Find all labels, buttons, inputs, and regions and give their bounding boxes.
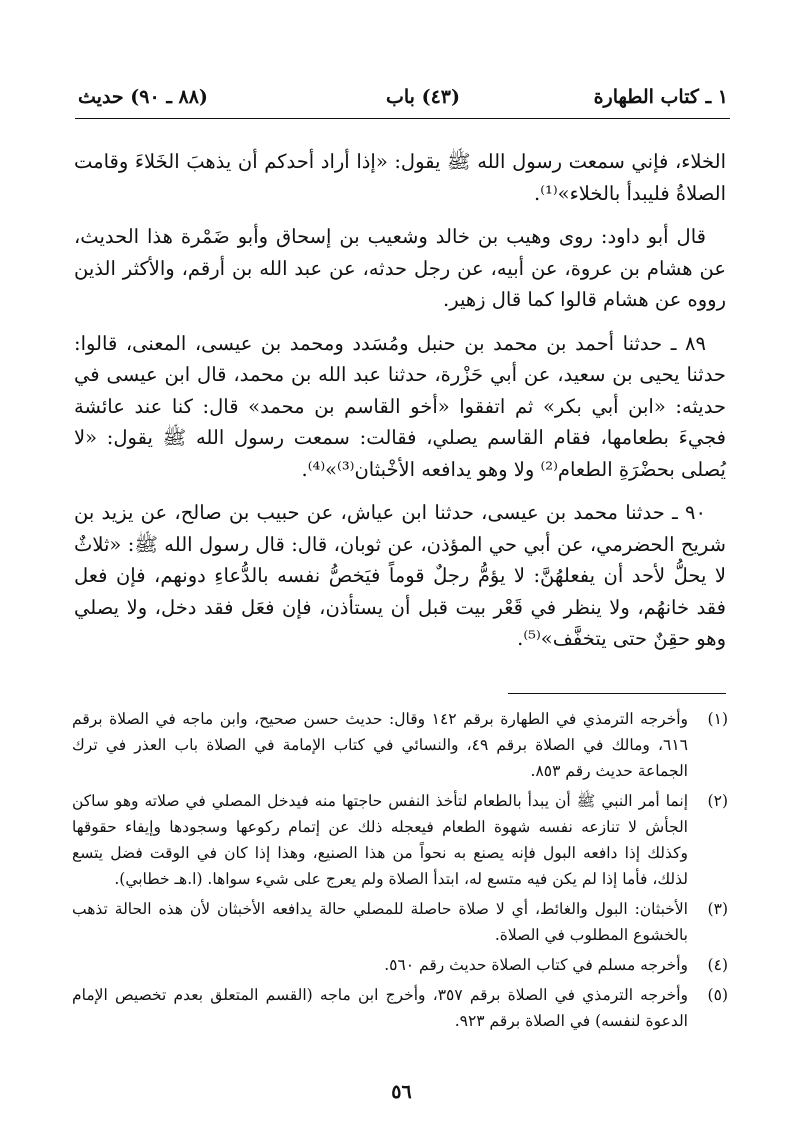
- footnote: [72, 706, 728, 784]
- footnote-text: وأخرجه الترمذي في الصلاة برقم ٣٥٧، وأخرج ابن ماجه (القسم المتعلق بعدم تخصيص الإمام الدعوة لنفسه) في الصلاة برقم ٩٢٣.: [72, 986, 688, 1030]
- running-header: [78, 86, 728, 112]
- footnote-divider: [508, 693, 726, 694]
- footnote-number: (٢): [707, 792, 728, 810]
- footnote: [72, 952, 728, 978]
- footnote-number: (٤): [707, 956, 728, 974]
- footnote-number: (٣): [707, 900, 728, 918]
- footnote: [72, 788, 728, 892]
- footnotes: [72, 706, 728, 1038]
- footnote: [72, 982, 728, 1034]
- paragraph: الخلاء، فإني سمعت رسول الله ﷺ يقول: «إذا أراد أحدكم أن يذهبَ الخَلاءَ وقامت الصلاةُ فليبدأ بالخلاء»⁽¹⁾.: [74, 150, 726, 205]
- header-book-title: ١ ـ كتاب الطهارة: [593, 86, 728, 108]
- footnote-number: (٥): [707, 986, 728, 1004]
- header-hadith-range: (٨٨ ـ ٩٠) حديث: [78, 86, 208, 108]
- page-number: ٥٦: [391, 1081, 412, 1103]
- main-text: [74, 146, 726, 667]
- header-chapter: (٤٣) باب: [386, 86, 460, 108]
- footnote: [72, 896, 728, 948]
- footnote-text: وأخرجه الترمذي في الطهارة برقم ١٤٢ وقال: حديث حسن صحيح، وابن ماجه في الصلاة برقم ٦١٦، ومالك في الصلاة برقم ٤٩، والنسائي في كتاب الإمامة في الصلاة باب العذر في ترك الجماعة حديث رقم ٨٥٣.: [72, 710, 688, 780]
- paragraph: ٨٩ ـ حدثنا أحمد بن محمد بن حنبل ومُسَدد ومحمد بن عيسى، المعنى، قالوا: حدثنا يحيى بن سعيد، عن أبي حَزْرة، حدثنا عبد الله بن محمد، قال ابن عيسى في حديثه: «ابن أبي بكر» ثم اتفقوا «أخو القاسم بن محمد» قال: كنا عند عائشة فجيءَ بطعامها، فقام القاسم يصلي، فقالت: سمعت رسول الله ﷺ يقول: «لا يُصلى بحضْرَةِ الطعام⁽²⁾ ولا وهو يدافعه الأخْبثان⁽³⁾»⁽⁴⁾.: [74, 331, 726, 481]
- footnote-text: الأخبثان: البول والغائط، أي لا صلاة حاصلة للمصلي حالة يدافعه الأخبثان لأن هذه الحالة تذهب بالخشوع المطلوب في الصلاة.: [72, 900, 688, 944]
- header-divider: [75, 118, 730, 119]
- footnote-number: (١): [707, 710, 728, 728]
- paragraph: قال أبو داود: روى وهيب بن خالد وشعيب بن إسحاق وأبو ضَمْرة هذا الحديث، عن هشام بن عروة، عن أبيه، عن رجل حدثه، عن عبد الله بن أرقم، والأكثر الذين رووه عن هشام قالوا كما قال زهير.: [74, 225, 726, 311]
- footnote-text: وأخرجه مسلم في كتاب الصلاة حديث رقم ٥٦٠.: [384, 956, 688, 974]
- paragraph: ٩٠ ـ حدثنا محمد بن عيسى، حدثنا ابن عياش، عن حبيب بن صالح، عن يزيد بن شريح الحضرمي، عن أبي حي المؤذن، عن ثوبان، قال: قال رسول الله ﷺ: «ثلاثٌ لا يحلُّ لأحد أن يفعلهُنَّ: لا يؤمُّ رجلٌ قوماً فيَخصُّ نفسه بالدُّعاءِ دونهم، فإن فعل فقد خانهُم، ولا ينظر في قَعْر بيت قبل أن يستأذن، فإن فعَل فقد دخل، ولا يصلي وهو حقِنٌ حتى يتخفَّف»⁽⁵⁾.: [74, 501, 726, 650]
- footnote-text: إنما أمر النبي ﷺ أن يبدأ بالطعام لتأخذ النفس حاجتها منه فيدخل المصلي في صلاته وهو ساكن الجأش لا تنازعه نفسه شهوة الطعام فيعجله ذلك عن إتمام ركوعها وسجودها وإيفاء حقوقها وكذلك إذا دافعه البول فإنه يصنع به نحواً من هذا الصنيع، وهذا إذا كان في الوقت فضل يتسع لذلك، فأما إذا لم يكن فيه متسع له، ابتدأ الصلاة ولم يعرج على شيء سواها. (ا.هـ خطابي).: [72, 792, 688, 888]
